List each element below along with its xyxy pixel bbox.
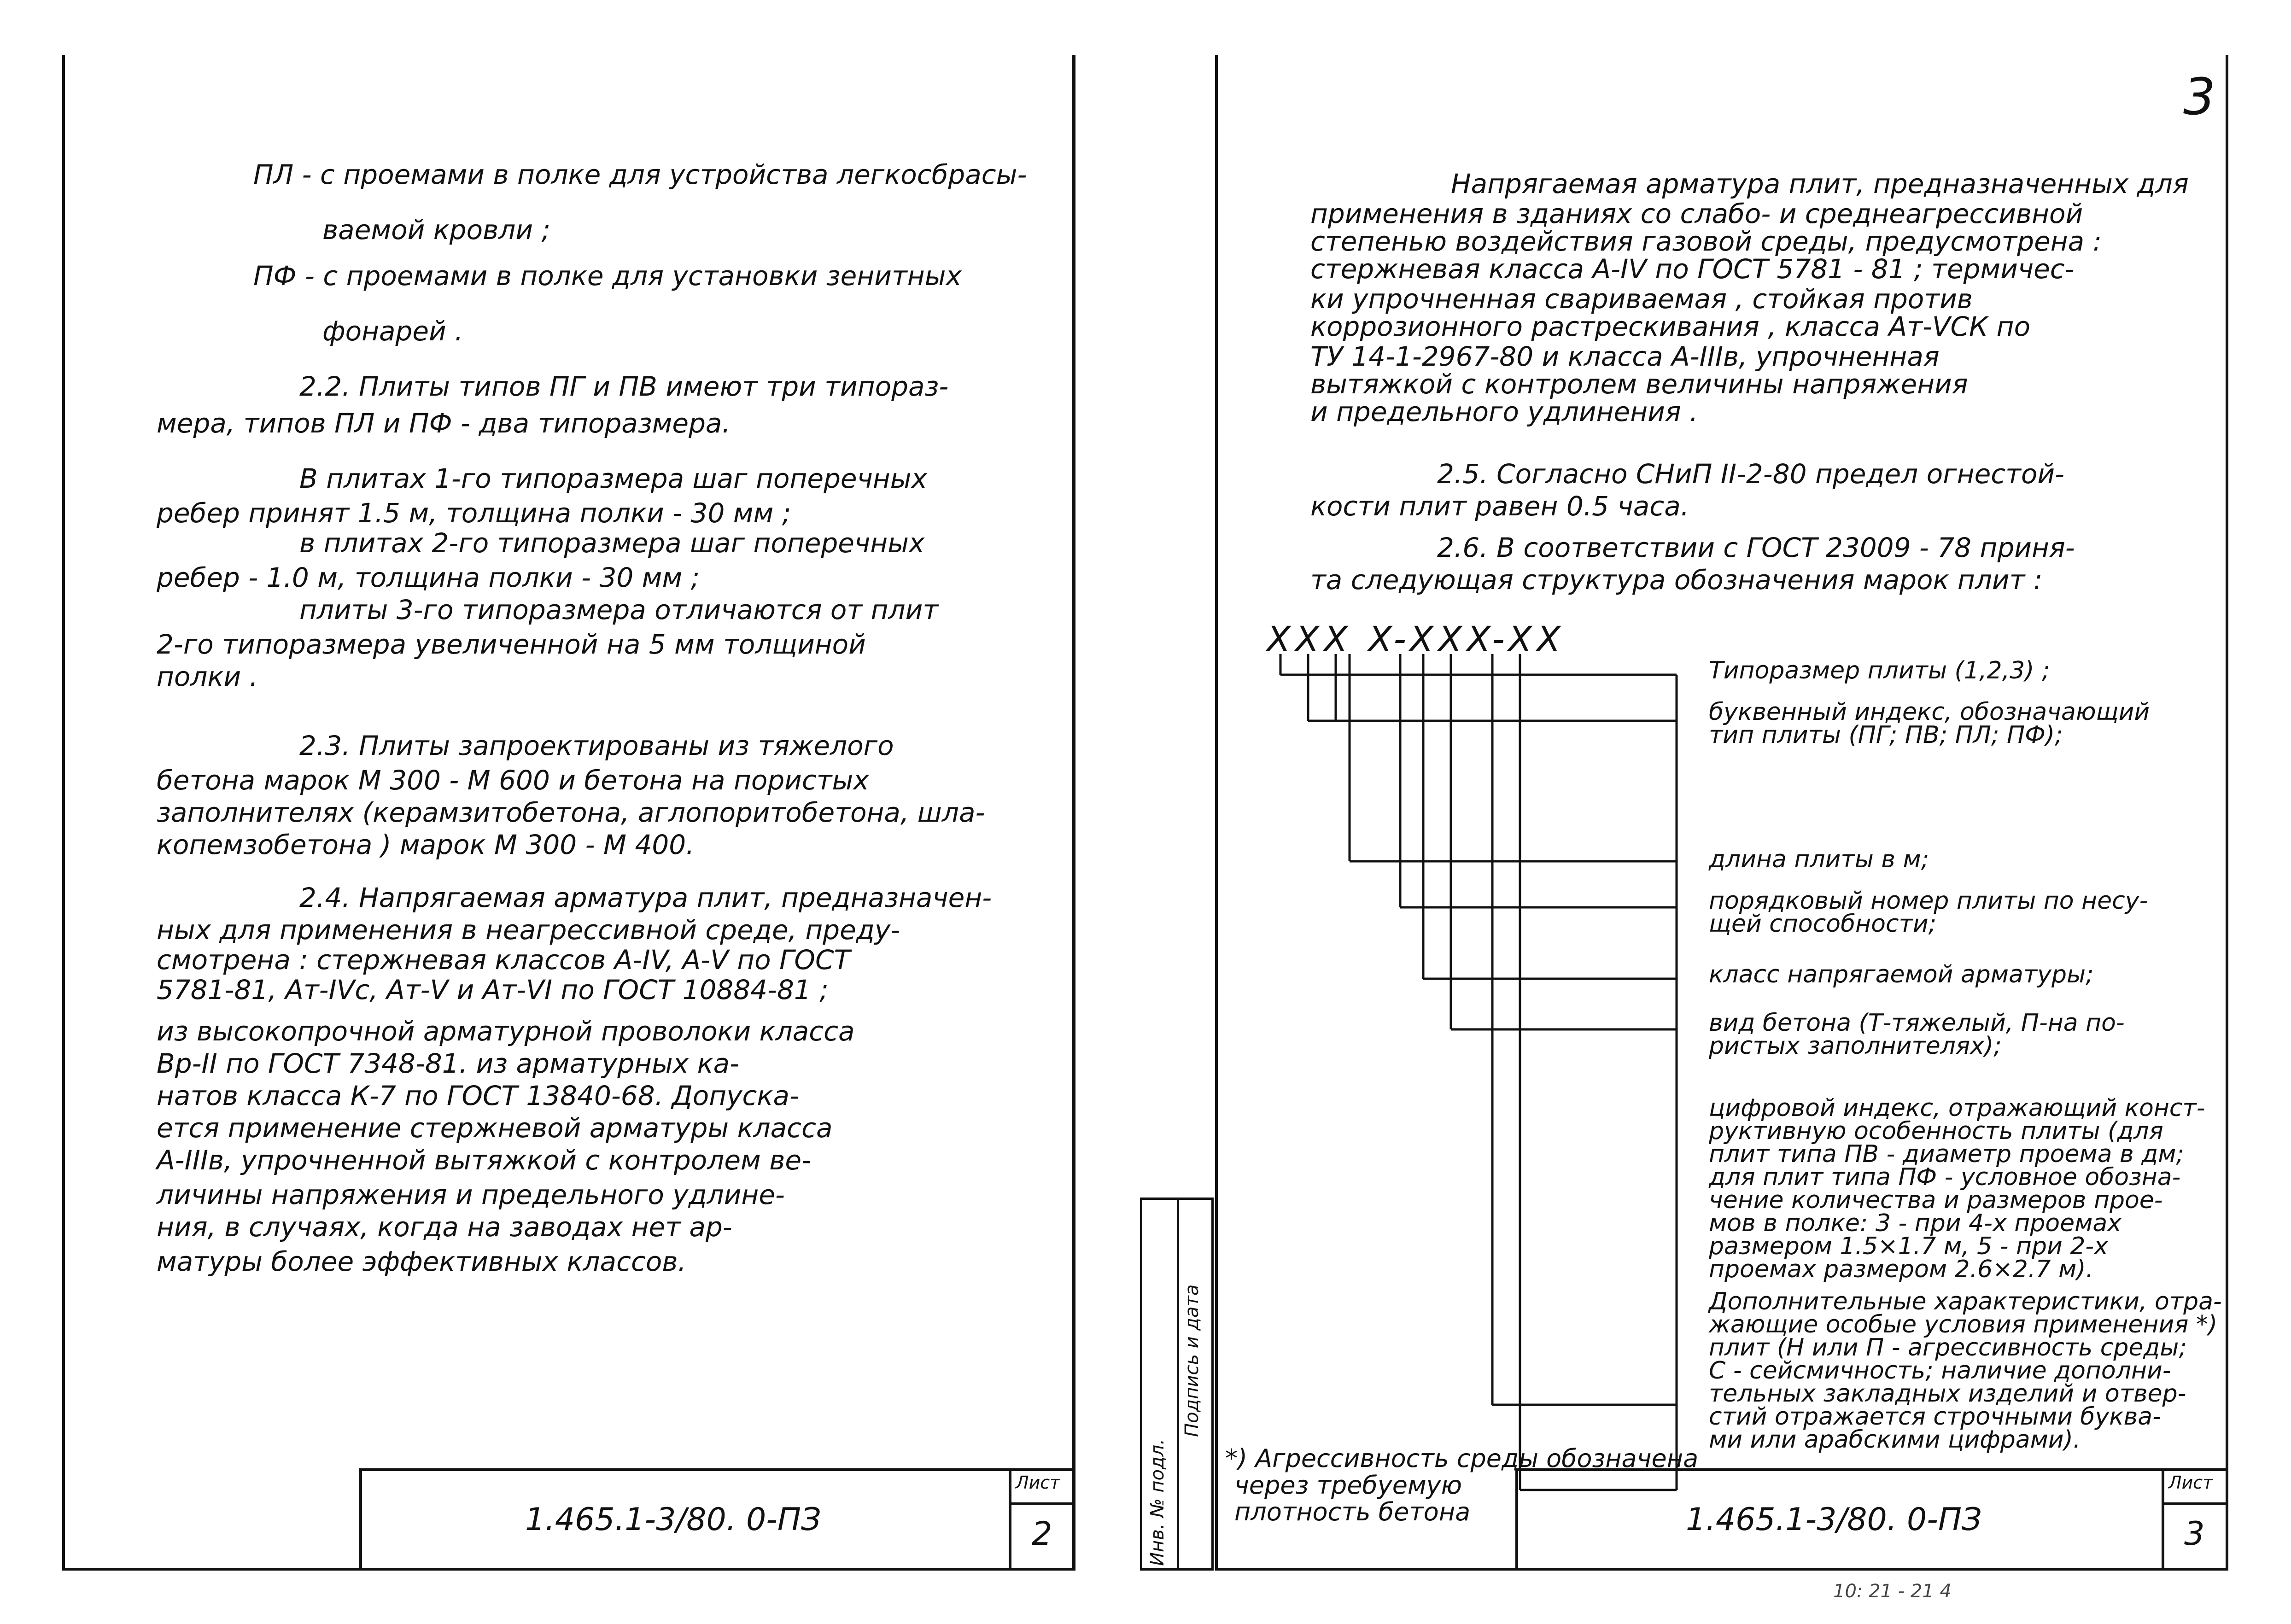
scheme-item-line: мов в полке: 3 - при 4-х проемах: [1709, 1209, 2122, 1237]
left-text-line: 2-го типоразмера увеличенной на 5 мм толщиной: [157, 629, 866, 660]
scheme-item-line: цифровой индекс, отражающий конст-: [1709, 1094, 2205, 1122]
right-text-line: степенью воздействия газовой среды, предусмотрена :: [1310, 226, 2102, 257]
right-corner-number: 3: [2183, 67, 2215, 126]
left-text-line: ных для применения в неагрессивной среде, преду-: [157, 914, 900, 946]
scheme-item-line: ми или арабскими цифрами).: [1709, 1426, 2081, 1454]
left-text-line: заполнителях (керамзитобетона, аглопоритобетона, шла-: [157, 797, 985, 828]
scheme-item-line: Типоразмер плиты (1,2,3) ;: [1709, 657, 2050, 684]
scheme-item-line: С - сейсмичность; наличие дополни-: [1709, 1357, 2171, 1384]
right-text-line: кости плит равен 0.5 часа.: [1310, 491, 1689, 522]
scheme-item-line: порядковый номер плиты по несу-: [1709, 887, 2148, 915]
scheme-item-line: тельных закладных изделий и отвер-: [1709, 1380, 2186, 1408]
left-text-line: В плитах 1-го типоразмера шаг поперечных: [299, 463, 927, 494]
footnote-line-3: плотность бетона: [1234, 1497, 1471, 1526]
right-text-line: Напрягаемая арматура плит, предназначенных для: [1451, 168, 2189, 199]
left-text-line: ПЛ - с проемами в полке для устройства легкосбрасы-: [253, 159, 1027, 190]
right-text-line: коррозионного растрескивания , класса Ат-VСК по: [1310, 311, 2031, 342]
left-text-line: 2.3. Плиты запроектированы из тяжелого: [299, 730, 894, 761]
right-text-line: ки упрочненная свариваемая , стойкая против: [1310, 283, 1973, 315]
left-text-line: копемзобетона ) марок М 300 - М 400.: [157, 829, 695, 860]
left-text-line: ется применение стержневой арматуры класса: [157, 1112, 833, 1144]
scheme-item-line: чение количества и размеров прое-: [1709, 1186, 2163, 1214]
footnote-line-2: через требуемую: [1234, 1471, 1462, 1500]
left-sheet-number: 2: [1032, 1515, 1052, 1553]
left-text-line: фонарей .: [322, 315, 463, 347]
scheme-item-line: класс напрягаемой арматуры;: [1709, 961, 2094, 988]
right-text-line: вытяжкой с контролем величины напряжения: [1310, 368, 1968, 400]
scheme-item-line: размером 1.5×1.7 м, 5 - при 2-х: [1709, 1233, 2108, 1260]
scheme-item-line: ристых заполнителях);: [1709, 1032, 2002, 1060]
left-text-line: ПФ - с проемами в полке для установки зенитных: [253, 260, 962, 292]
left-text-line: полки .: [157, 661, 258, 692]
side-stamp-inv: Инв. № подл.: [1147, 1439, 1168, 1566]
left-sheet-label: Лист: [1016, 1472, 1060, 1493]
scheme-item-line: плит типа ПВ - диаметр проема в дм;: [1709, 1140, 2184, 1168]
scheme-item-line: стий отражается строчными буква-: [1709, 1403, 2161, 1431]
left-text-line: смотрена : стержневая классов А-IV, А-V по ГОСТ: [157, 944, 850, 976]
left-text-line: 2.2. Плиты типов ПГ и ПВ имеют три типораз-: [299, 371, 949, 402]
left-text-line: натов класса К-7 по ГОСТ 13840-68. Допуска-: [157, 1080, 799, 1111]
side-stamp-divider: [1177, 1198, 1179, 1571]
scheme-item-line: вид бетона (Т-тяжелый, П-на по-: [1709, 1009, 2125, 1037]
left-text-line: в плитах 2-го типоразмера шаг поперечных: [299, 527, 925, 559]
right-sheet-label: Лист: [2168, 1472, 2213, 1493]
left-text-line: плиты 3-го типоразмера отличаются от плит: [299, 594, 939, 625]
scheme-item-line: жающие особые условия применения *): [1709, 1311, 2218, 1338]
scheme-item-line: плит (Н или П - агрессивность среды;: [1709, 1334, 2187, 1361]
left-text-line: ния, в случаях, когда на заводах нет ар-: [157, 1211, 732, 1243]
footnote-line-1: *) Агрессивность среды обозначена: [1225, 1444, 1699, 1473]
left-text-line: мера, типов ПЛ и ПФ - два типоразмера.: [157, 408, 731, 439]
left-text-line: 5781-81, Ат-IVс, Ат-V и Ат-VI по ГОСТ 10884-81 ;: [157, 974, 829, 1005]
scheme-item-line: проемах размером 2.6×2.7 м).: [1709, 1256, 2094, 1283]
left-text-line: ребер принят 1.5 м, толщина полки - 30 мм ;: [157, 497, 791, 529]
scheme-item-line: щей способности;: [1709, 910, 1937, 938]
side-stamp-signature: Подпись и дата: [1181, 1284, 1203, 1437]
left-text-line: матуры более эффективных классов.: [157, 1246, 686, 1277]
right-text-line: 2.6. В соответствии с ГОСТ 23009 - 78 приня-: [1437, 532, 2075, 563]
left-text-line: ваемой кровли ;: [322, 214, 551, 245]
right-text-line: стержневая класса А-IV по ГОСТ 5781 - 81 ; термичес-: [1310, 253, 2075, 285]
left-text-line: личины напряжения и предельного удлине-: [157, 1179, 785, 1210]
designation-pattern: XXX X-XXX-XX: [1267, 619, 1566, 660]
scheme-item-line: длина плиты в м;: [1709, 846, 1929, 873]
right-text-line: та следующая структура обозначения марок плит :: [1310, 564, 2043, 596]
left-text-line: Вр-II по ГОСТ 7348-81. из арматурных ка-: [157, 1048, 740, 1079]
right-text-line: 2.5. Согласно СНиП II-2-80 предел огнестой-: [1437, 458, 2065, 490]
scheme-item-line: для плит типа ПФ - условное обозна-: [1709, 1163, 2181, 1191]
left-text-line: 2.4. Напрягаемая арматура плит, предназначен-: [299, 882, 992, 913]
left-text-line: ребер - 1.0 м, толщина полки - 30 мм ;: [157, 562, 700, 593]
left-text-line: А-IIIв, упрочненной вытяжкой с контролем ве-: [157, 1145, 811, 1176]
right-doc-code: 1.465.1-3/80. 0-ПЗ: [1686, 1501, 1982, 1538]
scheme-item-line: тип плиты (ПГ; ПВ; ПЛ; ПФ);: [1709, 721, 2063, 749]
right-sheet-divider: [2162, 1502, 2228, 1505]
left-doc-code: 1.465.1-3/80. 0-ПЗ: [525, 1501, 821, 1538]
right-sheet-number: 3: [2184, 1515, 2205, 1553]
right-text-line: и предельного удлинения .: [1310, 396, 1698, 427]
right-text-line: ТУ 14-1-2967-80 и класса А-IIIв, упрочненная: [1310, 341, 1940, 372]
bottom-fragment: 10: 21 - 21 4: [1833, 1581, 1952, 1602]
scheme-item-line: буквенный индекс, обозначающий: [1709, 698, 2150, 726]
right-text-line: применения в зданиях со слабо- и среднеагрессивной: [1310, 198, 2083, 229]
left-text-line: из высокопрочной арматурной проволоки класса: [157, 1016, 855, 1047]
scheme-item-line: руктивную особенность плиты (для: [1709, 1117, 2163, 1145]
scheme-item-line: Дополнительные характеристики, отра-: [1709, 1288, 2222, 1315]
left-text-line: бетона марок М 300 - М 600 и бетона на пористых: [157, 765, 869, 796]
